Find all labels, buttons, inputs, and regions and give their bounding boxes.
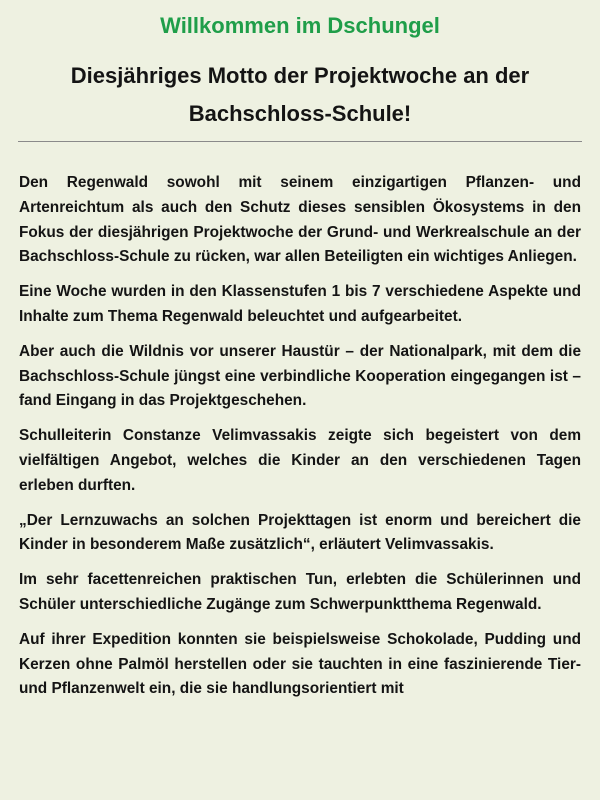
article-paragraph: „Der Lernzuwachs an solchen Projekttagen ist enorm und bereichert die Kinder in besonderem Maße zusätzlich“, erläutert Velimvassakis. [19,511,581,554]
article-paragraph: Eine Woche wurden in den Klassenstufen 1 bis 7 verschiedene Aspekte und Inhalte zum Thema Regenwald beleuchtet und aufgearbeitet. [19,283,581,325]
article-paragraph: Den Regenwald sowohl mit seinem einzigartigen Pflanzen- und Artenreichtum als auch den Schutz dieses sensiblen Ökosystems in den Fokus der diesjährigen Projektwoche der Grund- und Werkrealschule an der Bachschloss-Schule zu rücken, war allen Beteiligten ein wichtiges Anliegen. [19,174,581,266]
article-kicker: Willkommen im Dschungel [160,13,440,38]
article-body [0,142,600,702]
article-headline: Diesjähriges Motto der Projektwoche an der Bachschloss-Schule! [70,63,530,126]
article-paragraph: Auf ihrer Expedition konnten sie beispielsweise Schokolade, Pudding und Kerzen ohne Palmöl herstellen oder sie tauchten in eine faszinierende Tier- und Pflanzenwelt ein, die sie handlungsorientiert mit [19,630,581,698]
article-paragraph: Schulleiterin Constanze Velimvassakis zeigte sich begeistert von dem vielfältigen Angebot, welches die Kinder an den verschiedenen Tagen erleben durften. [19,427,581,494]
article-paragraph: Im sehr facettenreichen praktischen Tun, erlebten die Schülerinnen und Schüler unterschiedliche Zugänge zum Schwerpunktthema Regenwald. [19,571,581,613]
article-paragraph: Aber auch die Wildnis vor unserer Haustür – der Nationalpark, mit dem die Bachschloss-Schule jüngst eine verbindliche Kooperation eingegangen ist – fand Eingang in das Projektgeschehen. [19,342,581,410]
